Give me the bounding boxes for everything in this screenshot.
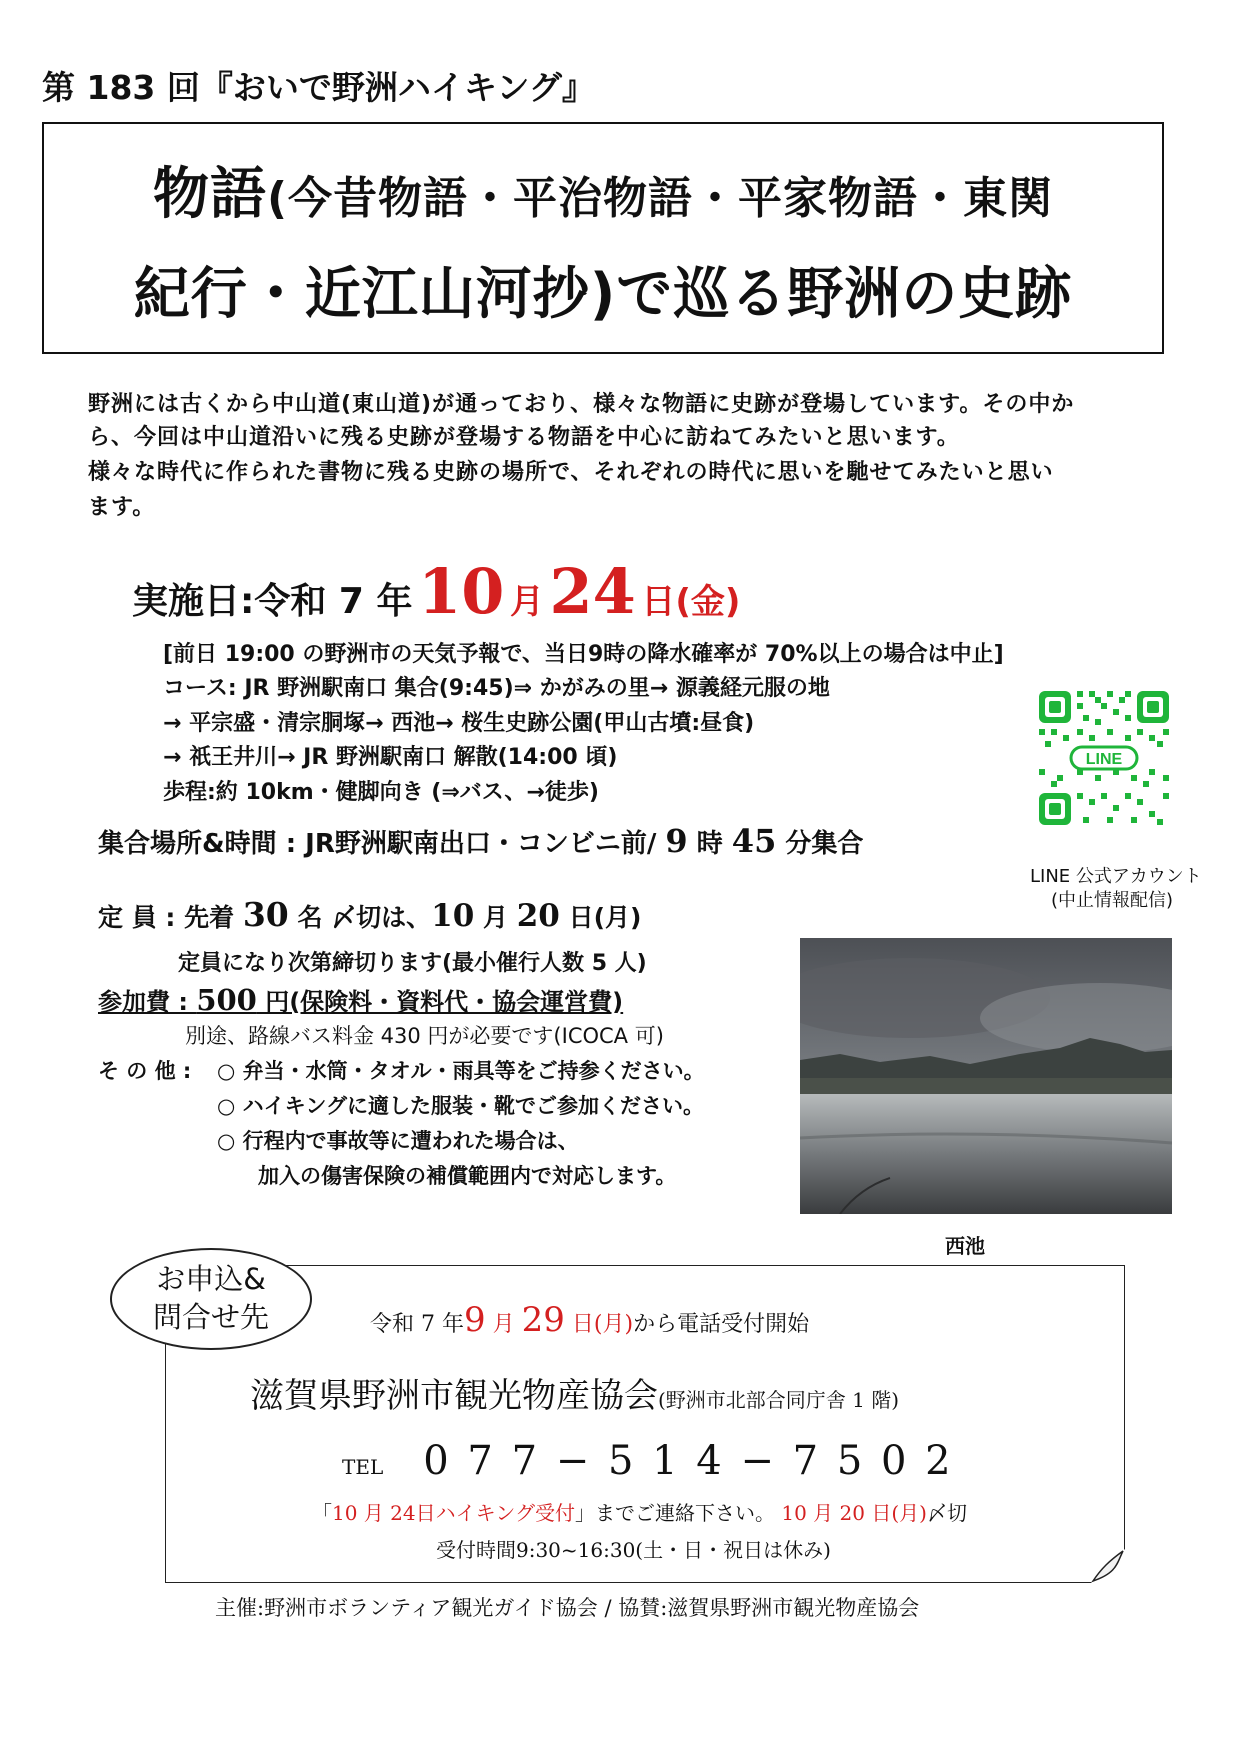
start-day: 29 bbox=[521, 1300, 565, 1340]
apply-contact-oval bbox=[110, 1248, 312, 1350]
oval-line-2: 問合せ先 bbox=[152, 1300, 269, 1334]
request-close: 」までご連絡下さい。 bbox=[575, 1501, 782, 1525]
course-line-1: コース: JR 野洲駅南口 集合(9:45)⇒ かがみの里→ 源義経元服の地 bbox=[163, 676, 830, 701]
qr-code-graphic bbox=[1037, 689, 1171, 827]
start-prefix: 令和 7 年 bbox=[370, 1312, 464, 1337]
meeting-hour: 9 bbox=[665, 822, 688, 860]
line-qr-code[interactable] bbox=[1037, 689, 1171, 827]
organization bbox=[250, 1368, 899, 1417]
meeting-label: 集合場所&時間 : JR野洲駅南出口・コンビニ前/ bbox=[98, 829, 666, 859]
meeting-minute: 45 bbox=[731, 822, 777, 860]
line-caption-2: (中止情報配信) bbox=[1050, 890, 1174, 911]
bus-fee-note: 別途、路線バス料金 430 円が必要です(ICOCA 可) bbox=[185, 1024, 664, 1048]
capacity-count: 30 bbox=[242, 895, 289, 934]
intro-line-1: 野洲には古くから中山道(東山道)が通っており、様々な物語に史跡が登場しています。その中か bbox=[88, 392, 1075, 417]
organizer-footer: 主催:野洲市ボランティア観光ガイド協会 / 協賛:滋賀県野洲市観光物産協会 bbox=[215, 1596, 920, 1620]
title-line-1-rest: (今昔物語・平治物語・平家物語・東関 bbox=[266, 173, 1054, 224]
start-day-unit: 日(月) bbox=[564, 1312, 634, 1337]
tel-number[interactable]: 0 7 7 − 5 1 4 − 7 5 0 2 bbox=[423, 1438, 954, 1484]
deadline-day-unit: 日(月) bbox=[559, 903, 642, 932]
date-month: 10 bbox=[418, 555, 505, 628]
course-line-3: → 祇王井川→ JR 野洲駅南口 解散(14:00 頃) bbox=[163, 745, 618, 770]
others-item-2: ○ ハイキングに適した服装・靴でご参加ください。 bbox=[217, 1094, 705, 1118]
others-label: そ の 他 : bbox=[98, 1059, 192, 1083]
intro-line-4: ます。 bbox=[88, 495, 156, 520]
series-title: 第 183 回『おいで野洲ハイキング』 bbox=[42, 68, 595, 107]
fee-amount: 500 bbox=[196, 983, 257, 1017]
deadline-month: 10 bbox=[431, 898, 475, 934]
deadline-day: 20 bbox=[516, 898, 560, 934]
title-main-word: 物語 bbox=[152, 162, 267, 227]
fee-detail: 円(保険料・資料代・協会運営費) bbox=[256, 988, 624, 1016]
date-day: 24 bbox=[549, 555, 636, 628]
line-caption-1: LINE 公式アカウント bbox=[1030, 866, 1202, 887]
meeting-minute-unit: 分集合 bbox=[776, 829, 864, 859]
request-open: 「 bbox=[312, 1501, 332, 1525]
fee-underline-group bbox=[196, 983, 624, 1017]
reception-hours: 受付時間9:30~16:30(土・日・祝日は休み) bbox=[436, 1538, 831, 1562]
deadline-month-unit: 月 bbox=[474, 903, 517, 932]
title-line-2: 紀行・近江山河抄)で巡る野洲の史跡 bbox=[133, 262, 1073, 327]
qr-line-label: LINE bbox=[1085, 751, 1123, 768]
phone-start-line bbox=[370, 1300, 809, 1340]
meeting-info bbox=[98, 822, 863, 860]
capacity-count-unit: 名 〆切は、 bbox=[288, 903, 432, 932]
event-date bbox=[132, 555, 740, 628]
title-box bbox=[42, 122, 1164, 354]
organization-location: (野洲市北部合同庁舎 1 階) bbox=[658, 1388, 900, 1412]
request-deadline: 10 月 20 日(月) bbox=[781, 1501, 927, 1525]
distance-line: 歩程:約 10km・健脚向き (⇒バス、→徒歩) bbox=[163, 780, 599, 805]
tel-label: TEL bbox=[342, 1455, 384, 1479]
date-day-unit: 日(金) bbox=[641, 582, 741, 622]
others-item-1: ○ 弁当・水筒・タオル・雨具等をご持参ください。 bbox=[217, 1059, 705, 1083]
date-month-unit: 月 bbox=[509, 582, 544, 622]
pond-landscape-image bbox=[800, 938, 1172, 1214]
intro-line-3: 様々な時代に作られた書物に残る史跡の場所で、それぞれの時代に思いを馳せてみたいと思い bbox=[88, 460, 1054, 485]
request-deadline-suffix: 〆切 bbox=[926, 1501, 967, 1525]
meeting-hour-unit: 時 bbox=[687, 829, 732, 859]
course-line-2: → 平宗盛・清宗胴塚→ 西池→ 桜生史跡公園(甲山古墳:昼食) bbox=[163, 711, 755, 736]
start-suffix: から電話受付開始 bbox=[633, 1312, 810, 1337]
title-line-1 bbox=[44, 150, 1162, 230]
start-month-unit: 月 bbox=[485, 1312, 522, 1337]
capacity-label: 定 員 : 先着 bbox=[98, 903, 243, 932]
request-line bbox=[312, 1497, 967, 1526]
others-item-3-cont: 加入の傷害保険の補償範囲内で対応します。 bbox=[258, 1164, 677, 1188]
fee-label: 参加費 : bbox=[98, 988, 197, 1016]
capacity-note: 定員になり次第締切ります(最小催行人数 5 人) bbox=[178, 951, 647, 976]
date-label: 実施日:令和 7 年 bbox=[132, 581, 413, 622]
oval-line-1: お申込& bbox=[156, 1262, 266, 1296]
start-month: 9 bbox=[463, 1300, 486, 1340]
capacity-row bbox=[98, 895, 641, 934]
organization-name: 滋賀県野洲市観光物産協会 bbox=[250, 1376, 658, 1416]
page-curl-icon bbox=[1091, 1549, 1125, 1583]
phone-number-row bbox=[342, 1438, 954, 1484]
weather-note: [前日 19:00 の野洲市の天気予報で、当日9時の降水確率が 70%以上の場合は中止] bbox=[163, 642, 1004, 667]
others-item-3: ○ 行程内で事故等に遭われた場合は、 bbox=[217, 1129, 579, 1153]
nishiike-photo bbox=[800, 938, 1172, 1214]
photo-caption: 西池 bbox=[945, 1234, 985, 1258]
fee-row bbox=[98, 982, 623, 1017]
request-subject: 10 月 24日ハイキング受付 bbox=[332, 1501, 576, 1525]
intro-line-2: ら、今回は中山道沿いに残る史跡が登場する物語を中心に訪ねてみたいと思います。 bbox=[88, 425, 960, 450]
